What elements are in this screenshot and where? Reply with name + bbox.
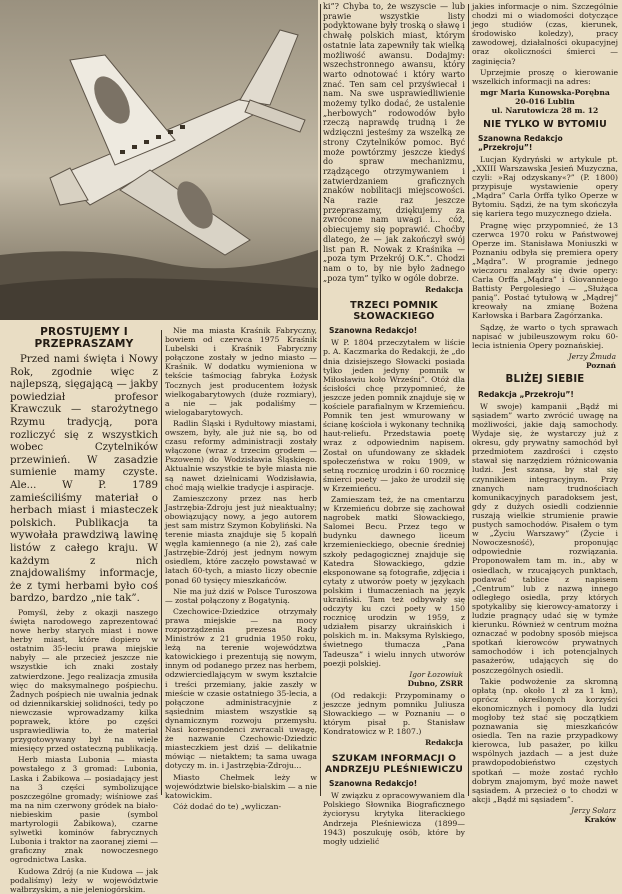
col2-p3: Zamieszczony przez nas herb Jastrzębia-Zdroju jest już nieaktualny; obowiązujący nowy, a jego autorem jest sam mistrz Szymon Kobyliński. Na terenie miasta znajduje się 5 kopalń węgla kamiennego (a nie 2), zaś całe Jastrzębie-Zdrój jest jednym nowym osiedlem, które zaczęło powstawać w latach 60-tych, a miasto liczy obecnie ponad 60 tysięcy mieszkańców. xyxy=(165,493,317,585)
bytom-sign-city: Poznań xyxy=(585,360,616,370)
prostujemy-p2: Herb miasta Lubonia — miasta powstałego z 3 gromad: Lubonia, Laska i Żabikowa — posiadający jest na 3 części symbolizujące poszczególne gromady; wiśniowe zaś ma na nim czerwony gródek na biało-niebieskim pasie (symbol martyrologii Żabikowa), czarne sylwetki kominów fabrycznych Lubonia i traktor na zaoranej ziemi — graficzny znak nowoczesnego ogrodnictwa Laska. xyxy=(10,755,158,865)
column-1 xyxy=(10,326,158,894)
column-4 xyxy=(472,2,618,824)
col2-p4: Nie ma już dziś w Polsce Turoszowa — został połączony z Bogatynią. xyxy=(165,586,317,605)
col2-p5: Czechowice-Dziedzice otrzymały prawa miejskie — na mocy rozporządzenia prezesa Rady Ministrów z 21 grudnia 1950 roku, leżą na terenie województwa katowickiego i prezentują się nowym, innym od podanego przez nas herbem, odzwierciedlającym w swym kształcie i treści przemiany, jakie zaszły w mieście w czasie ostatniego 35-lecia, a połączone administracyjnie z sąsiednim miastem wszystkie są dynamicznym rozwoju przemysłu. Nasi korespondenci zwracali uwagę, że nazwanie Czechowic-Dziedzic miasteczkiem jest dziś — delikatnie mówiąc — nietaktem; ta sama uwaga dotyczy m. in. i Jastrzębia-Zdroju... xyxy=(165,606,317,771)
prostujemy-lead: Przed nami święta i Nowy Rok, zgodnie więc z najlepszą, sięgającą — jakby powiedział profesor Krawczuk — starożytnego Rzymu tradycją, pora rozliczyć się z wszystkich wobec Czytelników przewinień. W zasadzie sumienie mamy czyste. Ale... W P. 1789 zamieściliśmy materiał o herbach miast i miasteczek polskich. Publikacja ta wywołała prawdziwą lawinę listów z całego kraju. W każdym z nich znajdowaliśmy informacje, że z tymi herbami było coś bardzo, bardzo „nie tak”. xyxy=(10,354,158,605)
szukam-p1: W związku z opracowywaniem dla Polskiego Słownika Biograficznego życiorysu krytyka literackiego Andrzeja Pleśniewicza (1899—1943) poszukuję osób, które by mogły udzielić xyxy=(323,791,465,846)
col2-p6: Miasto Chełmek leży w województwie bielsko-bialskim — a nie katowickim. xyxy=(165,772,317,800)
bytom-p1: Lucjan Kydryński w artykule pt. „XXIII Warszawska Jesień Muzyczna, czyli: »Raj odzyskany«?” (P. 1800) przypisuje wystawienie opery „Mądra” Carla Orffa tylko Operze w Bytomiu. Sądzi, że na tym skończyła się kariera tego muzycznego dzieła. xyxy=(472,154,618,219)
prostujemy-p3: Kudowa Zdrój (a nie Kudowa — jak podaliśmy) leży w województwie wałbrzyskim, a nie jeleniogórskim. xyxy=(10,866,158,894)
pomnik-title: TRZECI POMNIK SŁOWACKIEGO xyxy=(350,300,438,323)
bytom-greeting: Szanowna Redakcjo „Przekroju”! xyxy=(478,133,563,152)
blizej-p1: W swoje) kampanii „Bądź mi sąsiadem” warto zwrócić uwagę na możliwości, jakie dają samochody. Wydaje się, że wystarczy już z okresu, gdy prywatny samochód był przedmiotem zazdrości i często stawał się narzędziem różnicowania ludzi. Jest szansa, by stał się czynnikiem integracyjnym. Przy znanych nam trudnościach komunikacyjnych paradoksem jest, gdy z dużych osiedli codziennie ruszają wielkie strumienie prawie pustych samochodów. Pisałem o tym w „Życiu Warszawy” (Życie i Nowoczesność), proponując odpowiednie rozwiązania. Proponowałem tam m. in., aby w osiedlach, w rzucających punktach, podawać tablice z napisem „Centrum” lub z nazwą innego odległego osiedla, przy których spotykaliby się kierowcy-amatorzy i ludzie pragnący udać się w tymże kierunku. Również w centrum można oznaczać w podobny sposób miejsca spotkań kierowców prywatnych samochodów i ich potencjalnych pasażerów, udających się do poszczególnych osiedli. xyxy=(472,401,618,675)
pomnik-note: (Od redakcji: Przypominamy o jeszcze jednym pomniku Juliusza Słowackiego — w Poznaniu — o którym pisał p. Stanisław Kondratowicz w P. 1807.) xyxy=(323,690,465,737)
column-2 xyxy=(165,326,317,811)
bytom-p2: Pragnę więc przypomnieć, że 13 czerwca 1970 roku w Państwowej Operze im. Stanisława Moniuszki w Poznaniu odbyła się premiera opery „Mądra”. W programie jednego wieczoru znalazły się dwie opery: Carla Orffa „Mądra” i Giovanniego Battisty Pergolesiego — „Służąca panią”. Postać tytułową w „Mądrej” kreowały na zmianę Bożena Karłowska i Barbara Zagórzanka. xyxy=(472,220,618,321)
address-line-2: 20-016 Lublin xyxy=(515,96,575,106)
column-3 xyxy=(323,1,465,846)
bytom-title: NIE TYLKO W BYTOMIU xyxy=(483,118,607,130)
blizej-greeting: Redakcja „Przekroju”! xyxy=(478,389,574,399)
szukam-greeting: Szanowna Redakcjo! xyxy=(329,779,418,789)
col3-sign: Redakcja xyxy=(425,285,463,295)
szukam-cont-p1: jakies informacje o nim. Szczególnie chodzi mi o wiadomości dotyczące jego studiów (czas, kierunek, środowisko koledzy), pracy zawodowej, działalności okupacyjnej oraz okoliczności śmierci — zaginięcia? xyxy=(472,2,618,66)
bytom-p3: Sądzę, że warto o tych sprawach napisać w jubileuszowym roku 60-lecia istnienia Opery poznańskiej. xyxy=(472,322,618,350)
column-rule xyxy=(468,4,469,796)
prostujemy-title: PROSTUJEMY I PRZEPRASZAMY xyxy=(34,326,134,350)
prostujemy-p1: Pomyśl, żeby z okazji naszego święta narodowego zaprezentować nowe herby starych miast i nowe herby miast, które dopiero w ostatnim 35-leciu prawa miejskie nabyły — ale przecież jeszcze nie wszystkie ich znaki zostały zatwierdzone. Jego realizacja zmusiła więc do maksymalnego pośpiechu. Żadnych pośpiech nie uwalnia jednak od dziennikarskiej solidności, tedy po niewczasie wprowadzamy kilka poprawek, które po części usprawiedliwia to, że materiał przygotowywany był na wiele miesięcy przed ostateczną publikacją. xyxy=(10,607,158,754)
blizej-sign-name: Jerzy Solarz xyxy=(571,805,616,815)
address-line-3: ul. Narutowicza 28 m. 12 xyxy=(491,105,599,115)
bytom-sign-name: Jerzy Żmuda xyxy=(568,351,616,361)
col2-p2: Radlin Śląski i Rydułtowy miastami, owszem, były, ale już nie są, bo od czasu reformy administracji zostały włączone (wraz z trzecim grodem — Pszowem) do Wodzisławia Śląskiego. Aktualnie wszystkie te byłe miasta nie są nawet dzielnicami Wodzisławia, choć mają wielkie tradycje i aspiracje. xyxy=(165,418,317,492)
column-rule xyxy=(320,4,321,796)
pomnik-p2: Zamieszam też, że na cmentarzu w Krzemieńcu dobrze się zachował nagrobek matki Słowackiego, Salomei Becu. Przez tego w budynku dawnego liceum krzemienieckiego, obecnie średniej szkoły pedagogicznej znajduje się Katedra Słowackiego, gdzie eksponowane są fotografie, zdjęcia i cytaty z utworów poety w językach polskim i tłumaczeniach na język ukraiński. Tam też odbywały się odczyty ku czci poety w 150 rocznicę urodzin w 1959, z udziałem pisarzy ukraińskich i polskich m. in. Maksyma Rylskiego, świetnego tłumacza „Pana Tadeusza” i wielu innych utworów poezji polskiej. xyxy=(323,494,465,668)
szukam-cont-p2: Uprzejmie proszę o kierowanie wszelkich informacji na adres: xyxy=(472,67,618,86)
pomnik-sign-name: Igor Łozowiuk xyxy=(409,669,463,679)
blizej-p2: Takie podwożenie za skromną opłatą (np. około 1 zł za 1 km), oprócz określonych korzyści ekonomicznych i pomocy dla ludzi mogłoby też stać się początkiem poznawania się mieszkańców osiedla. Ten na razie przypadkowy kierowca, lub pasażer, po kilku wspólnych jazdach — a jest duże prawdopodobieństwo częstych spotkań — może zostać rychło dobrym znajomym, być może nawet sąsiadem. A przecież o to chodzi w akcji „Bądź mi sąsiadem”. xyxy=(472,676,618,804)
pomnik-sign-city: Dubno, ZSRR xyxy=(407,678,463,688)
col3-p1: ki”? Chyba to, że wszyscie — lub prawie wszystkie listy podyktowane były troską o sławę i chwałę polskich miast, którym ostatnie lata zapewniły tak wielką możliwość awansu. Dodajmy: wszechstronnego awansu, który warto odnotować i który warto znać. Ten sam cel przyświecał i nam. Na swe usprawiedliwienie możemy tylko dodać, że ustalenie „herbowych” rodowodów było rzeczą naprawdę trudną i że wdzięczni jesteśmy za wszelką ze strony Czytelników pomoc. Być może powtórzmy jeszcze kiedyś do spraw mechanizmu, rządzącego otrzymywaniem i zatwierdzaniem graficznych znaków nobilitacji miejscowości. Na razie raz jeszcze przepraszamy, dziękujemy za zwrócone nam uwagi i... cóż, obiecujemy się poprawić. Choćby dlatego, że — jak zakończył swój list pan R. Nowak z Kraśnika — „poza tym Przekrój O.K.”. Chodzi nam o to, by nie było żadnego „poza tym” tylko w ogóle dobrze. xyxy=(323,1,465,283)
blizej-title: BLIŻEJ SIEBIE xyxy=(505,373,585,385)
airplane-photo xyxy=(0,0,318,320)
pomnik-greeting: Szanowna Redakcjo! xyxy=(329,326,418,336)
col2-p7: Cóż dodać do te) „wyliczan- xyxy=(173,801,282,811)
col2-p1: Nie ma miasta Kraśnik Fabryczny, bowiem od czerwca 1975 Kraśnik Lubelski i Kraśnik Fabryczny połączone zostały w jedno miasto — Kraśnik. W dodatku wymieniona w tekście taśmociąg fabryka Łożysk Tocznych jest producentem łożysk wielkogabarytowych (duże rozmiary), a nie — jak podaliśmy — wielogabarytowych. xyxy=(165,326,317,417)
address-line-1: mgr Maria Kunowska-Porębna xyxy=(480,87,610,97)
column-rule xyxy=(161,330,162,795)
blizej-sign-city: Kraków xyxy=(584,814,616,824)
pomnik-p1: W P. 1804 przeczytałem w liście p. A. Kaczmarka do Redakcji, że „do dnia dzisiejszego Słowacki posiada tylko jeden jedyny pomnik w Miłosławiu koło Wrześni”. Otóż dla ścisłości chcę przypomnieć, że jeszcze jeden pomnik znajduje się w kościele parafialnym w Krzemieńcu. Pomnik ten jest wmurowany w ścianę kościoła i wykonany techniką haut-reliefu. Przedstawia poetę wraz z odpowiednim napisem. Został on ufundowany ze składek społeczeństwa w roku 1909, w setną rocznicę urodzin i 60 rocznicę śmierci poety — jako że urodził się w Krzemieńcu. xyxy=(323,338,465,493)
szukam-title: SZUKAM INFORMACJI O ANDRZEJU PLEŚNIEWICZU xyxy=(325,753,463,776)
pomnik-note-sign: Redakcja xyxy=(425,738,463,748)
